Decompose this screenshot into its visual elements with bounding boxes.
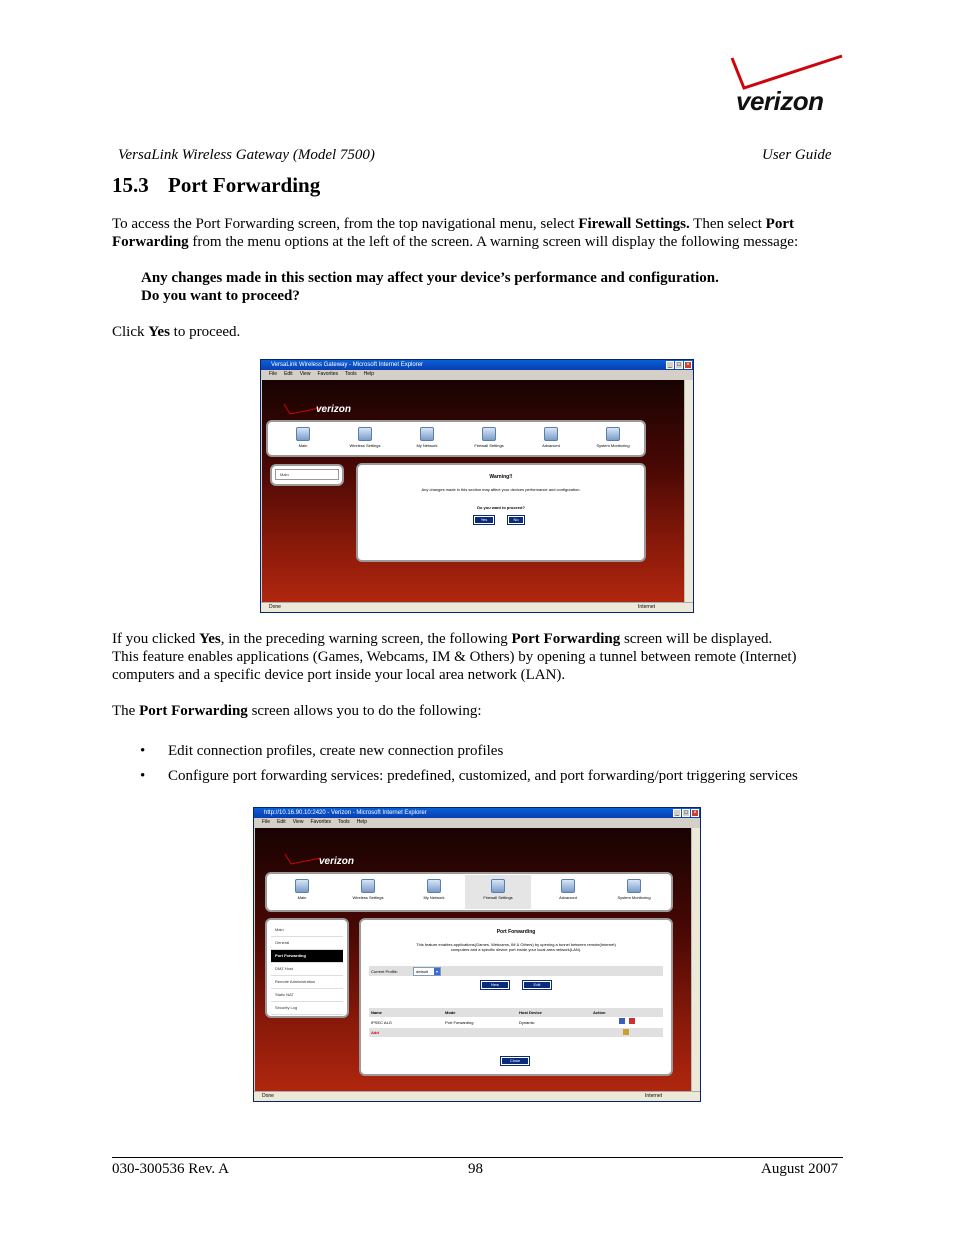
scrollbar[interactable] [691,828,700,1091]
panel-title: Port Forwarding [496,929,536,935]
bold-text: Port Forwarding [139,703,248,719]
status-done: Done [262,1093,274,1099]
screenshot-port-forwarding-window [253,807,701,1102]
wireless-icon [361,879,375,893]
bold-text: Port [765,216,794,232]
no-button[interactable]: No [508,516,524,524]
bold-text: Port Forwarding [511,631,621,647]
header-user-guide: User Guide [762,147,832,163]
bold-text: Yes [199,631,221,647]
text: Then select [689,216,766,232]
warning-line-1: Any changes made in this section may affect your device’s performance and configuration. [141,270,719,286]
allows-paragraph [112,702,482,720]
new-button[interactable]: New [481,981,509,989]
menu-edit[interactable]: Edit [277,819,286,825]
chevron-down-icon: ▾ [435,969,438,974]
nav-label: Advanced [542,443,560,448]
nav-label: System Monitoring [596,443,630,448]
minimize-icon[interactable]: _ [666,361,674,369]
text: , in the preceding warning screen, the following [220,631,512,647]
text: To access the Port Forwarding screen, from the top navigational menu, select [112,216,579,232]
text: to proceed. [169,324,241,340]
firewall-icon [491,879,505,893]
nav-label: Firewall Settings [483,895,513,900]
nav-system-monitoring[interactable] [588,427,638,448]
close-icon[interactable]: × [684,361,692,369]
row-name: IPSEC ALG [371,1020,392,1025]
advanced-icon [544,427,558,441]
nav-label: My Network [416,443,438,448]
side-menu [270,464,344,486]
status-bar [254,1091,700,1101]
window-titlebar [261,360,693,370]
yes-button[interactable]: Yes [474,516,494,524]
maximize-icon[interactable]: □ [682,809,690,817]
bold-text: Forwarding [112,234,189,250]
verizon-logo [726,52,844,124]
nav-my-network[interactable] [402,427,452,448]
menu-favorites[interactable]: Favorites [317,371,338,377]
nav-label: Wireless Settings [352,895,384,900]
text: This feature enables applications (Games, Webcams, IM & Others) by opening a tunnel between remote (Internet) [112,649,797,665]
window-title: VersaLink Wireless Gateway - Microsoft Internet Explorer [271,362,424,368]
warning-panel [356,463,646,562]
main-icon [296,427,310,441]
bullet-item: Edit connection profiles, create new connection profiles [168,743,504,759]
edit-button[interactable]: Edit [523,981,551,989]
menu-view[interactable]: View [299,371,311,377]
menu-file[interactable]: File [269,371,278,377]
text: computers and a specific device port inside your local area network (LAN). [112,667,566,683]
menu-bar [261,370,693,379]
status-zone: Internet [638,604,655,610]
text: If you clicked [112,631,200,647]
bullet-item: Configure port forwarding services: predefined, customized, and port forwarding/port triggering services [168,768,798,784]
nav-label: My Network [423,895,445,900]
table-header [369,1008,663,1017]
warning-question: Do you want to proceed? [477,505,525,510]
inner-logo-check [283,852,323,866]
nav-label: Advanced [559,895,577,900]
side-menu [265,918,349,1018]
browser-viewport [262,380,684,602]
section-title: Port Forwarding [168,173,321,197]
table-row-add [369,1028,663,1037]
footer-rule [112,1157,843,1158]
main-icon [295,879,309,893]
port-forwarding-panel [359,918,673,1076]
column-action: Action [593,1010,606,1015]
row-mode: Port Forwarding [445,1020,474,1025]
column-host-device: Host Device [519,1010,542,1015]
nav-label: Wireless Settings [349,443,381,448]
edit-rule-icon[interactable] [619,1018,625,1024]
side-item-security-log[interactable]: Security Log [271,1002,343,1015]
status-done: Done [269,604,281,610]
footer-page-number: 98 [468,1161,483,1177]
network-icon [427,879,441,893]
menu-help[interactable]: Help [356,819,367,825]
window-titlebar [254,808,700,818]
nav-label: Main [298,443,308,448]
delete-rule-icon[interactable] [629,1018,635,1024]
monitor-icon [627,879,641,893]
top-nav [266,420,646,457]
bullet-icon: • [140,743,146,759]
column-mode: Mode [445,1010,456,1015]
top-nav [265,872,673,912]
panel-description: This feature enables applications(Games, Webcams, IM & Others) by opening a tunnel between remote(Internet) [416,942,616,947]
nav-system-monitoring[interactable] [609,879,659,900]
nav-my-network[interactable] [409,879,459,900]
bullet-icon: • [140,768,146,784]
side-item-static-nat[interactable]: Static NAT [271,989,343,1002]
scrollbar[interactable] [684,380,693,602]
profile-label: Current Profile: [371,969,398,974]
close-button[interactable]: Close [501,1057,529,1065]
side-item-dmz-host[interactable]: DMZ Host [271,963,343,976]
add-rule-icon[interactable] [623,1029,629,1035]
side-item-general[interactable]: General [271,937,343,950]
warning-text: Any changes made in this section may affect your devices performance and configuration. [421,487,581,492]
menu-favorites[interactable]: Favorites [310,819,331,825]
text: The [112,703,140,719]
side-item-main[interactable]: Main [275,469,339,480]
menu-bar [254,818,700,827]
nav-wireless[interactable] [343,879,393,900]
inner-logo: verizon [316,404,352,415]
click-yes-paragraph [112,323,240,341]
text: from the menu options at the left of the screen. A warning screen will display the following message: [188,234,799,250]
status-bar [261,602,693,612]
nav-firewall[interactable] [465,875,531,909]
header-doc-title: VersaLink Wireless Gateway (Model 7500) [118,147,375,163]
section-number: 15.3 [112,173,149,197]
monitor-icon [606,427,620,441]
port-forwarding-paragraph [112,630,852,684]
network-icon [420,427,434,441]
browser-viewport [255,828,691,1091]
nav-main[interactable] [278,427,328,448]
maximize-icon[interactable]: □ [675,361,683,369]
window-title: http://10.16.90.10:2420 - Verizon - Microsoft Internet Explorer [264,810,427,816]
menu-help[interactable]: Help [363,371,374,377]
nav-main[interactable] [277,879,327,900]
nav-firewall[interactable] [464,427,514,448]
section-heading [112,173,320,198]
screenshot-warning-window [260,359,694,613]
text: Click [112,324,149,340]
row-host-device: Dynamic [519,1020,535,1025]
bold-text: Yes [148,324,170,340]
wireless-icon [358,427,372,441]
bold-text: Firewall Settings. [578,216,690,232]
add-link[interactable]: Add [371,1030,379,1035]
warning-line-2: Do you want to proceed? [141,288,300,304]
nav-advanced[interactable] [526,427,576,448]
side-item-remote-admin[interactable]: Remote Administration [271,976,343,989]
footer-doc-number: 030-300536 Rev. A [112,1161,229,1177]
nav-wireless[interactable] [340,427,390,448]
inner-logo: verizon [319,856,355,867]
firewall-icon [482,427,496,441]
profile-select[interactable] [413,967,441,976]
profile-value: default [416,969,429,974]
side-item-port-forwarding[interactable]: Port Forwarding [271,950,343,963]
nav-advanced[interactable] [543,879,593,900]
text: screen will be displayed. [620,631,773,647]
close-icon[interactable]: × [691,809,699,817]
logo-wordmark: verizon [736,86,824,116]
menu-edit[interactable]: Edit [284,371,293,377]
nav-label: Main [297,895,307,900]
menu-file[interactable]: File [262,819,271,825]
advanced-icon [561,879,575,893]
nav-label: Firewall Settings [474,443,504,448]
footer-date: August 2007 [761,1161,839,1177]
side-item-main[interactable]: Main [271,924,343,937]
minimize-icon[interactable]: _ [673,809,681,817]
menu-tools[interactable]: Tools [338,819,350,825]
warning-title: Warning!! [489,474,513,480]
status-zone: Internet [645,1093,662,1099]
nav-label: System Monitoring [617,895,651,900]
menu-tools[interactable]: Tools [345,371,357,377]
menu-view[interactable]: View [292,819,304,825]
intro-paragraph [112,215,847,251]
text: screen allows you to do the following: [247,703,482,719]
panel-description: computers and a specific device port inside your local area network(LAN). [450,947,582,952]
column-name: Name [371,1010,382,1015]
